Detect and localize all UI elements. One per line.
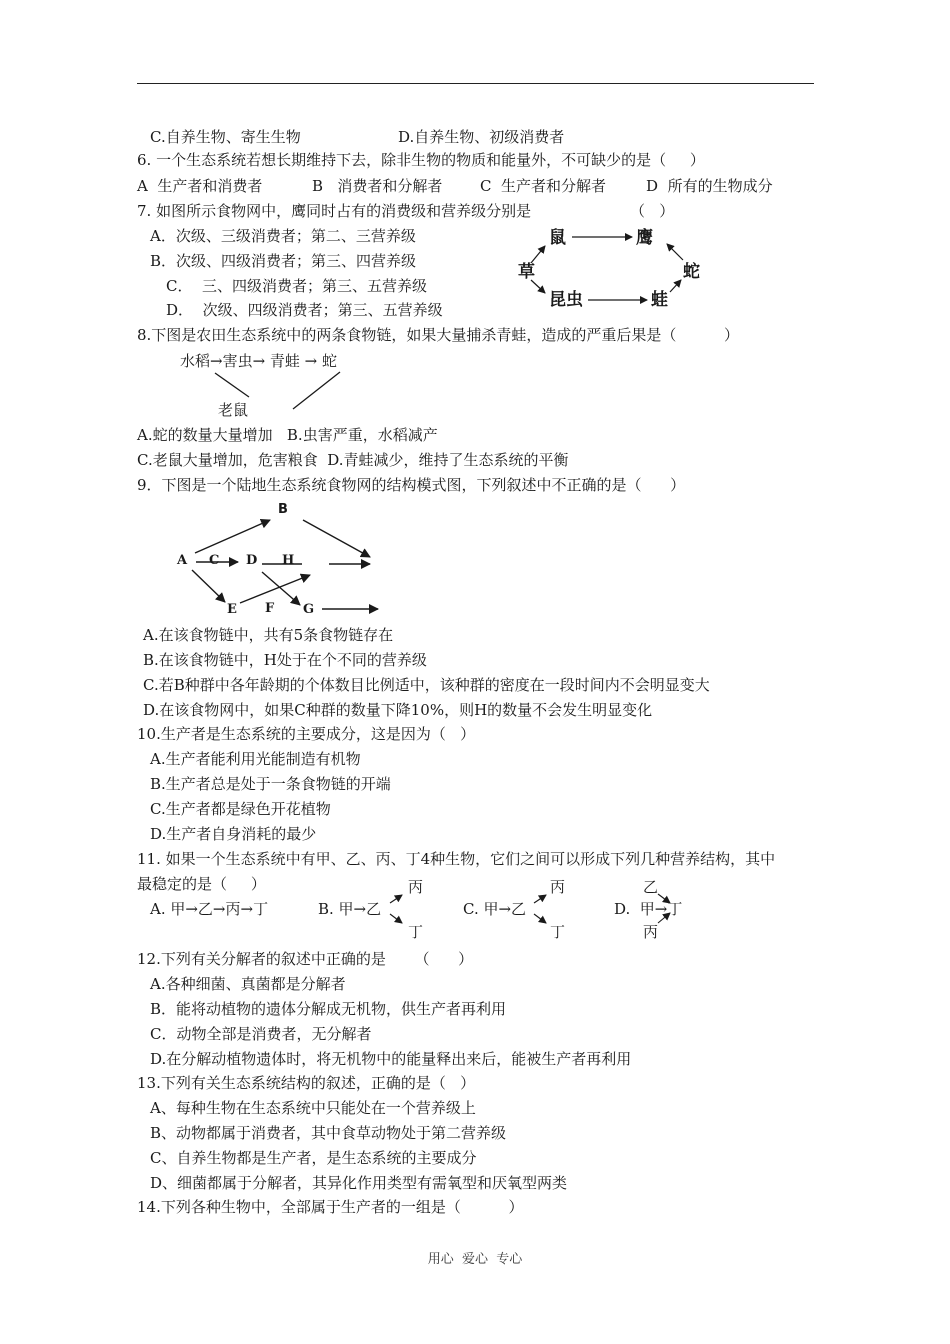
q6-option-a: A 生产者和消费者 (137, 177, 263, 195)
web9-node-d: D (246, 553, 258, 568)
q8-stem: 8.下图是农田生态系统中的两条食物链，如果大量捕杀青蛙，造成的严重后果是（ ） (137, 326, 739, 344)
q10-stem: 10.生产者是生态系统的主要成分，这是因为（ ） (137, 725, 476, 743)
web9-node-b: B (278, 502, 288, 517)
q11-option-d: D. 甲→丁 (614, 900, 683, 918)
q11-option-b: B. 甲→乙 (318, 900, 382, 918)
arrow-b-up (390, 895, 402, 903)
q6-option-c: C 生产者和分解者 (480, 177, 607, 195)
q11-option-c-top: 丙 (550, 878, 566, 896)
q12-option-d: D.在分解动植物遗体时，将无机物中的能量释出来后，能被生产者再利用 (150, 1050, 632, 1068)
web9-node-c: C (209, 553, 220, 568)
q11-stem-line1: 11. 如果一个生态系统中有甲、乙、丙、丁4种生物，它们之间可以形成下列几种营养结构，其中 (137, 850, 776, 868)
page-footer: 用心 爱心 专心 (427, 1252, 523, 1267)
q13-option-c: C、自养生物都是生产者，是生态系统的主要成分 (150, 1149, 477, 1167)
q8-rat-label: 老鼠 (218, 401, 249, 419)
arrow-d-in-top (658, 894, 670, 903)
q7-option-a: A．次级、三级消费者；第二、三营养级 (150, 227, 416, 245)
q11-stem-line2: 最稳定的是（ ） (137, 875, 266, 893)
q12-option-c: C．动物全部是消费者，无分解者 (150, 1025, 372, 1043)
q11-option-b-bottom: 丁 (408, 923, 424, 941)
q10-option-d: D.生产者自身消耗的最少 (150, 825, 317, 843)
web9-node-f: F (265, 601, 275, 616)
q13-option-b: B、动物都属于消费者，其中食草动物处于第二营养级 (150, 1124, 507, 1142)
q9-stem: 9．下图是一个陆地生态系统食物网的结构模式图，下列叙述中不正确的是（ ） (137, 476, 686, 494)
q12-stem: 12.下列有关分解者的叙述中正确的是 （ ） (137, 950, 474, 968)
q13-option-a: A、每种生物在生态系统中只能处在一个营养级上 (150, 1099, 476, 1117)
q7-answer-paren: （ ） (630, 202, 675, 220)
q10-option-b: B.生产者总是处于一条食物链的开端 (150, 775, 391, 793)
arrow-b-down (390, 914, 402, 923)
q11-option-c-bottom: 丁 (550, 923, 566, 941)
q11-option-d-top: 乙 (643, 878, 659, 896)
q11-option-a: A. 甲→乙→丙→丁 (150, 900, 269, 918)
web9-node-g: G (303, 602, 315, 617)
q5-option-c: C.自养生物、寄生生物 (150, 128, 301, 146)
web7-snake: 蛇 (683, 262, 700, 282)
q10-option-a: A.生产者能利用光能制造有机物 (150, 750, 361, 768)
q11-option-c: C. 甲→乙 (463, 900, 527, 918)
q13-option-d: D、细菌都属于分解者，其异化作用类型有需氧型和厌氧型两类 (150, 1174, 568, 1192)
web9-node-h: H (282, 553, 295, 568)
web7-mouse: 鼠 (549, 228, 566, 248)
q7-option-d: D． 次级、四级消费者；第三、五营养级 (166, 301, 443, 319)
q6-option-d: D 所有的生物成分 (646, 177, 773, 195)
web7-frog: 蛙 (651, 290, 668, 310)
arrow-c-up (534, 895, 546, 903)
q10-option-c: C.生产者都是绿色开花植物 (150, 800, 331, 818)
web9-node-e: E (227, 602, 237, 617)
arrow-c-down (534, 914, 546, 923)
q9-option-a: A.在该食物链中，共有5条食物链存在 (143, 626, 394, 644)
q11-option-b-top: 丙 (408, 878, 424, 896)
q8-option-ab: A.蛇的数量大量增加 B.虫害严重，水稻减产 (137, 426, 438, 444)
web7-eagle: 鹰 (636, 228, 653, 248)
q13-stem: 13.下列有关生态系统结构的叙述，正确的是（ ） (137, 1074, 476, 1092)
q5-option-d: D.自养生物、初级消费者 (398, 128, 565, 146)
web7-insect: 昆虫 (549, 290, 583, 310)
q6-option-b: B 消费者和分解者 (312, 177, 443, 195)
q8-chain-line: 水稻→害虫→ 青蛙 → 蛇 (180, 352, 338, 370)
q7-option-c: C． 三、四级消费者；第三、五营养级 (166, 277, 428, 295)
q8-option-cd: C.老鼠大量增加，危害粮食 D.青蛙减少，维持了生态系统的平衡 (137, 451, 569, 469)
q12-option-b: B．能将动植物的遗体分解成无机物，供生产者再利用 (150, 1000, 507, 1018)
q7-option-b: B．次级、四级消费者；第三、四营养级 (150, 252, 417, 270)
q14-stem: 14.下列各种生物中，全部属于生产者的一组是（ ） (137, 1198, 524, 1216)
q9-option-d: D.在该食物网中，如果C种群的数量下降10%，则H的数量不会发生明显变化 (143, 701, 653, 719)
q12-option-a: A.各种细菌、真菌都是分解者 (150, 975, 346, 993)
web7-grass: 草 (518, 262, 535, 282)
q7-stem: 7. 如图所示食物网中，鹰同时占有的消费级和营养级分别是 (137, 202, 532, 220)
q11-option-d-bottom: 丙 (643, 923, 659, 941)
q9-option-c: C.若B种群中各年龄期的个体数目比例适中，该种群的密度在一段时间内不会明显变大 (143, 676, 710, 694)
arrow-d-in-bottom (658, 913, 670, 923)
web9-node-a: A (177, 553, 188, 568)
q6-stem: 6. 一个生态系统若想长期维持下去，除非生物的物质和能量外，不可缺少的是（ ） (137, 151, 705, 169)
q9-option-b: B.在该食物链中，H处于在个不同的营养级 (143, 651, 427, 669)
